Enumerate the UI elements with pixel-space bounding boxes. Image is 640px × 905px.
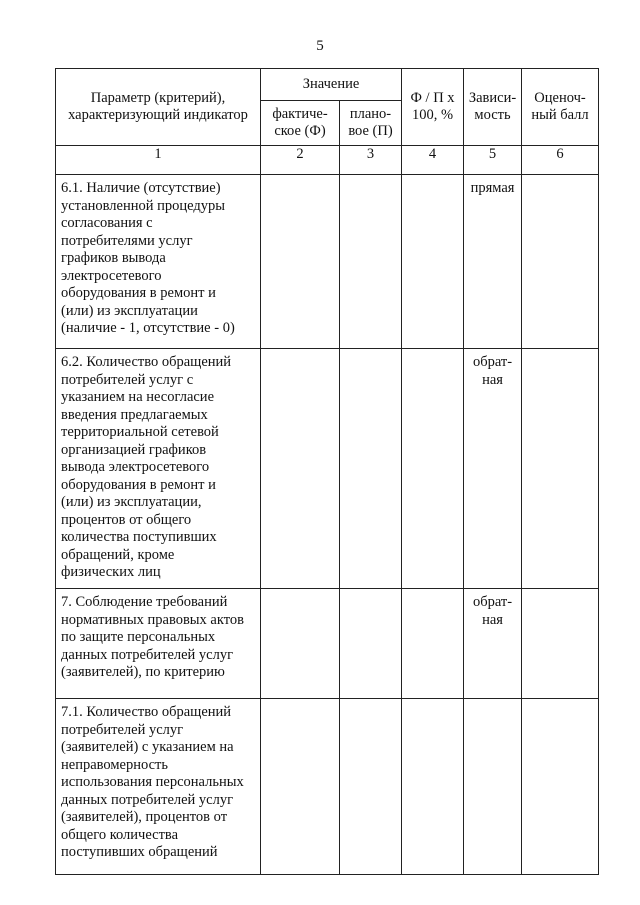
cell-ratio — [402, 589, 464, 699]
indicator-table — [55, 68, 599, 875]
cell-ratio — [402, 175, 464, 349]
cell-actual — [261, 699, 340, 875]
header-value-group: Значение — [261, 69, 402, 101]
column-number: 3 — [340, 146, 402, 175]
header-actual: фактиче- ское (Ф) — [261, 101, 340, 146]
header-dependency: Зависи- мость — [464, 69, 522, 146]
cell-planned — [340, 175, 402, 349]
table-row — [56, 349, 599, 589]
cell-actual — [261, 175, 340, 349]
row-dependency — [464, 699, 522, 875]
row-dependency: обрат- ная — [464, 589, 522, 699]
header-planned: плано- вое (П) — [340, 101, 402, 146]
row-param: 6.2. Количество обращений потребителей услуг с указанием на несогласие введения предлагаемых территориальной сетевой организацией графиков вывода электросетевого оборудования в ремонт и (или) из эксплуатации, процентов от общего количества поступивших обращений, кроме физических лиц — [56, 349, 261, 589]
column-number-row — [56, 146, 599, 175]
column-number: 1 — [56, 146, 261, 175]
cell-ratio — [402, 349, 464, 589]
column-number: 5 — [464, 146, 522, 175]
cell-actual — [261, 349, 340, 589]
row-dependency: обрат- ная — [464, 349, 522, 589]
header-score: Оценоч- ный балл — [522, 69, 599, 146]
cell-planned — [340, 589, 402, 699]
column-number: 4 — [402, 146, 464, 175]
row-dependency: прямая — [464, 175, 522, 349]
row-param: 7.1. Количество обращений потребителей услуг (заявителей) с указанием на неправомерность использования персональных данных потребителей услуг (заявителей), процентов от общего количества поступивших обращений — [56, 699, 261, 875]
row-param: 6.1. Наличие (отсутствие) установленной процедуры согласования с потребителями услуг графиков вывода электросетевого оборудования в ремонт и (или) из эксплуатации (наличие - 1, отсутствие - 0) — [56, 175, 261, 349]
column-number: 2 — [261, 146, 340, 175]
cell-planned — [340, 699, 402, 875]
cell-score — [522, 699, 599, 875]
header-param: Параметр (критерий), характеризующий индикатор — [56, 69, 261, 146]
cell-ratio — [402, 699, 464, 875]
cell-score — [522, 589, 599, 699]
page-number: 5 — [316, 38, 324, 54]
row-param: 7. Соблюдение требований нормативных правовых актов по защите персональных данных потребителей услуг (заявителей), по критерию — [56, 589, 261, 699]
cell-planned — [340, 349, 402, 589]
table-row — [56, 589, 599, 699]
cell-score — [522, 175, 599, 349]
cell-actual — [261, 589, 340, 699]
header-ratio: Ф / П х 100, % — [402, 69, 464, 146]
table-row — [56, 699, 599, 875]
table-row — [56, 175, 599, 349]
column-number: 6 — [522, 146, 599, 175]
cell-score — [522, 349, 599, 589]
